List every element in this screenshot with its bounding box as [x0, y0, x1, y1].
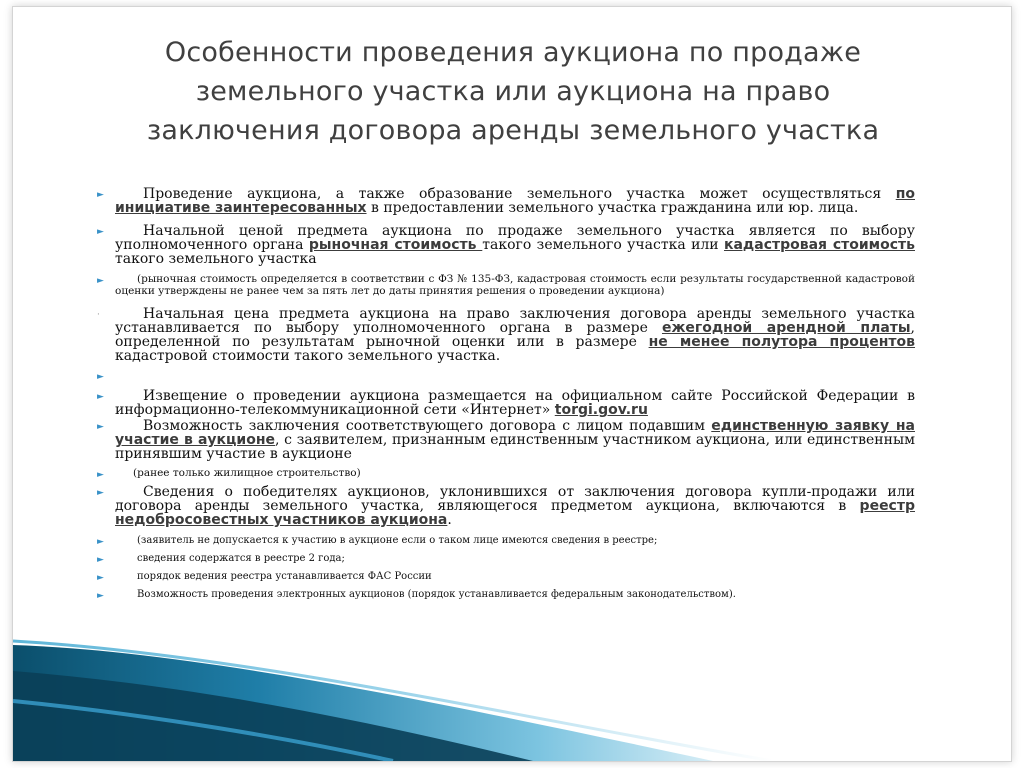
link-cadastral-value: кадастровая стоимость: [723, 237, 915, 253]
dot-bullet-icon: ·: [97, 310, 100, 320]
link-market-value: рыночная стоимость: [308, 237, 483, 253]
slide-title: [73, 33, 953, 150]
link-initiative: по инициативе заинтересованных: [115, 186, 915, 216]
list-item: ► Сведения о победителях аукционов, уклонившихся от заключения договора купли-продажи или договора аренды земельного участка, являющегося предметом аукциона, включаются в реестр недобросовестных участников аукциона.: [97, 484, 915, 528]
triangle-bullet-icon: ►: [97, 555, 104, 565]
triangle-bullet-icon: ►: [97, 190, 104, 200]
list-item: ► (рыночная стоимость определяется в соответствии с ФЗ № 135-ФЗ, кадастровая стоимость если результаты государственной кадастровой оценки утверждены не ранее чем за пять лет до даты принятия решения о проведении аукциона): [97, 273, 915, 297]
list-item: ► Возможность заключения соответствующего договора с лицом подавшим единственную заявку на участие в аукционе, с заявителем, признанным единственным участником аукциона, или единственным принявшим участие в аукционе: [97, 418, 915, 462]
list-item-empty: [97, 369, 915, 385]
list-item: ► порядок ведения реестра устанавливается ФАС России: [97, 570, 915, 583]
list-item: ► Проведение аукциона, а также образование земельного участка может осуществляться по инициативе заинтересованных в предоставлении земельного участка гражданина или юр. лица.: [97, 186, 915, 216]
triangle-bullet-icon: ►: [97, 591, 104, 601]
list-item: ► Извещение о проведении аукциона размещается на официальном сайте Российской Федерации в информационно-телекоммуникационной сети «Интернет» torgi.gov.ru: [97, 388, 915, 418]
link-annual-rent: ежегодной арендной платы: [661, 320, 911, 336]
title-line-2: земельного участка или аукциона на право: [195, 76, 831, 107]
triangle-bullet-icon: ►: [97, 276, 104, 286]
title-line-1: Особенности проведения аукциона по продаже: [164, 37, 862, 68]
link-unfair-participants-registry: реестр недобросовестных участников аукциона: [115, 498, 915, 528]
list-item: ► Возможность проведения электронных аукционов (порядок устанавливается федеральным законодательством).: [97, 588, 915, 601]
triangle-bullet-icon: ►: [97, 488, 104, 498]
triangle-bullet-icon: ►: [97, 227, 104, 237]
list-item: ► (заявитель не допускается к участию в аукционе если о таком лице имеются сведения в реестре;: [97, 534, 915, 547]
triangle-bullet-icon: ►: [97, 372, 104, 382]
triangle-bullet-icon: ►: [97, 470, 104, 480]
link-single-application: единственную заявку на участие в аукционе: [115, 418, 915, 448]
slide-frame: [12, 6, 1012, 762]
triangle-bullet-icon: ►: [97, 392, 104, 402]
triangle-bullet-icon: ►: [97, 537, 104, 547]
list-item: ► Начальной ценой предмета аукциона по продаже земельного участка является по выбору уполномоченного органа рыночная стоимость такого земельного участка или кадастровая стоимость такого земельного участка: [97, 223, 915, 267]
list-item: · Начальная цена предмета аукциона на право заключения договора аренды земельного участка устанавливается по выбору уполномоченного органа в размере ежегодной арендной платы, определенной по результатам рыночной оценки или в размере не менее полутора процентов кадастровой стоимости такого земельного участка.: [97, 306, 916, 364]
link-torgi[interactable]: torgi.gov.ru: [554, 402, 648, 418]
slide-content: [97, 187, 915, 601]
title-line-3: заключения договора аренды земельного участка: [146, 115, 880, 146]
triangle-bullet-icon: ►: [97, 573, 104, 583]
link-one-and-half-percent: не менее полутора процентов: [648, 334, 916, 350]
list-item: ► сведения содержатся в реестре 2 года;: [97, 552, 915, 565]
list-item: ► (ранее только жилищное строительство): [97, 467, 915, 479]
triangle-bullet-icon: ►: [97, 422, 104, 432]
decorative-wave: [13, 631, 1012, 761]
